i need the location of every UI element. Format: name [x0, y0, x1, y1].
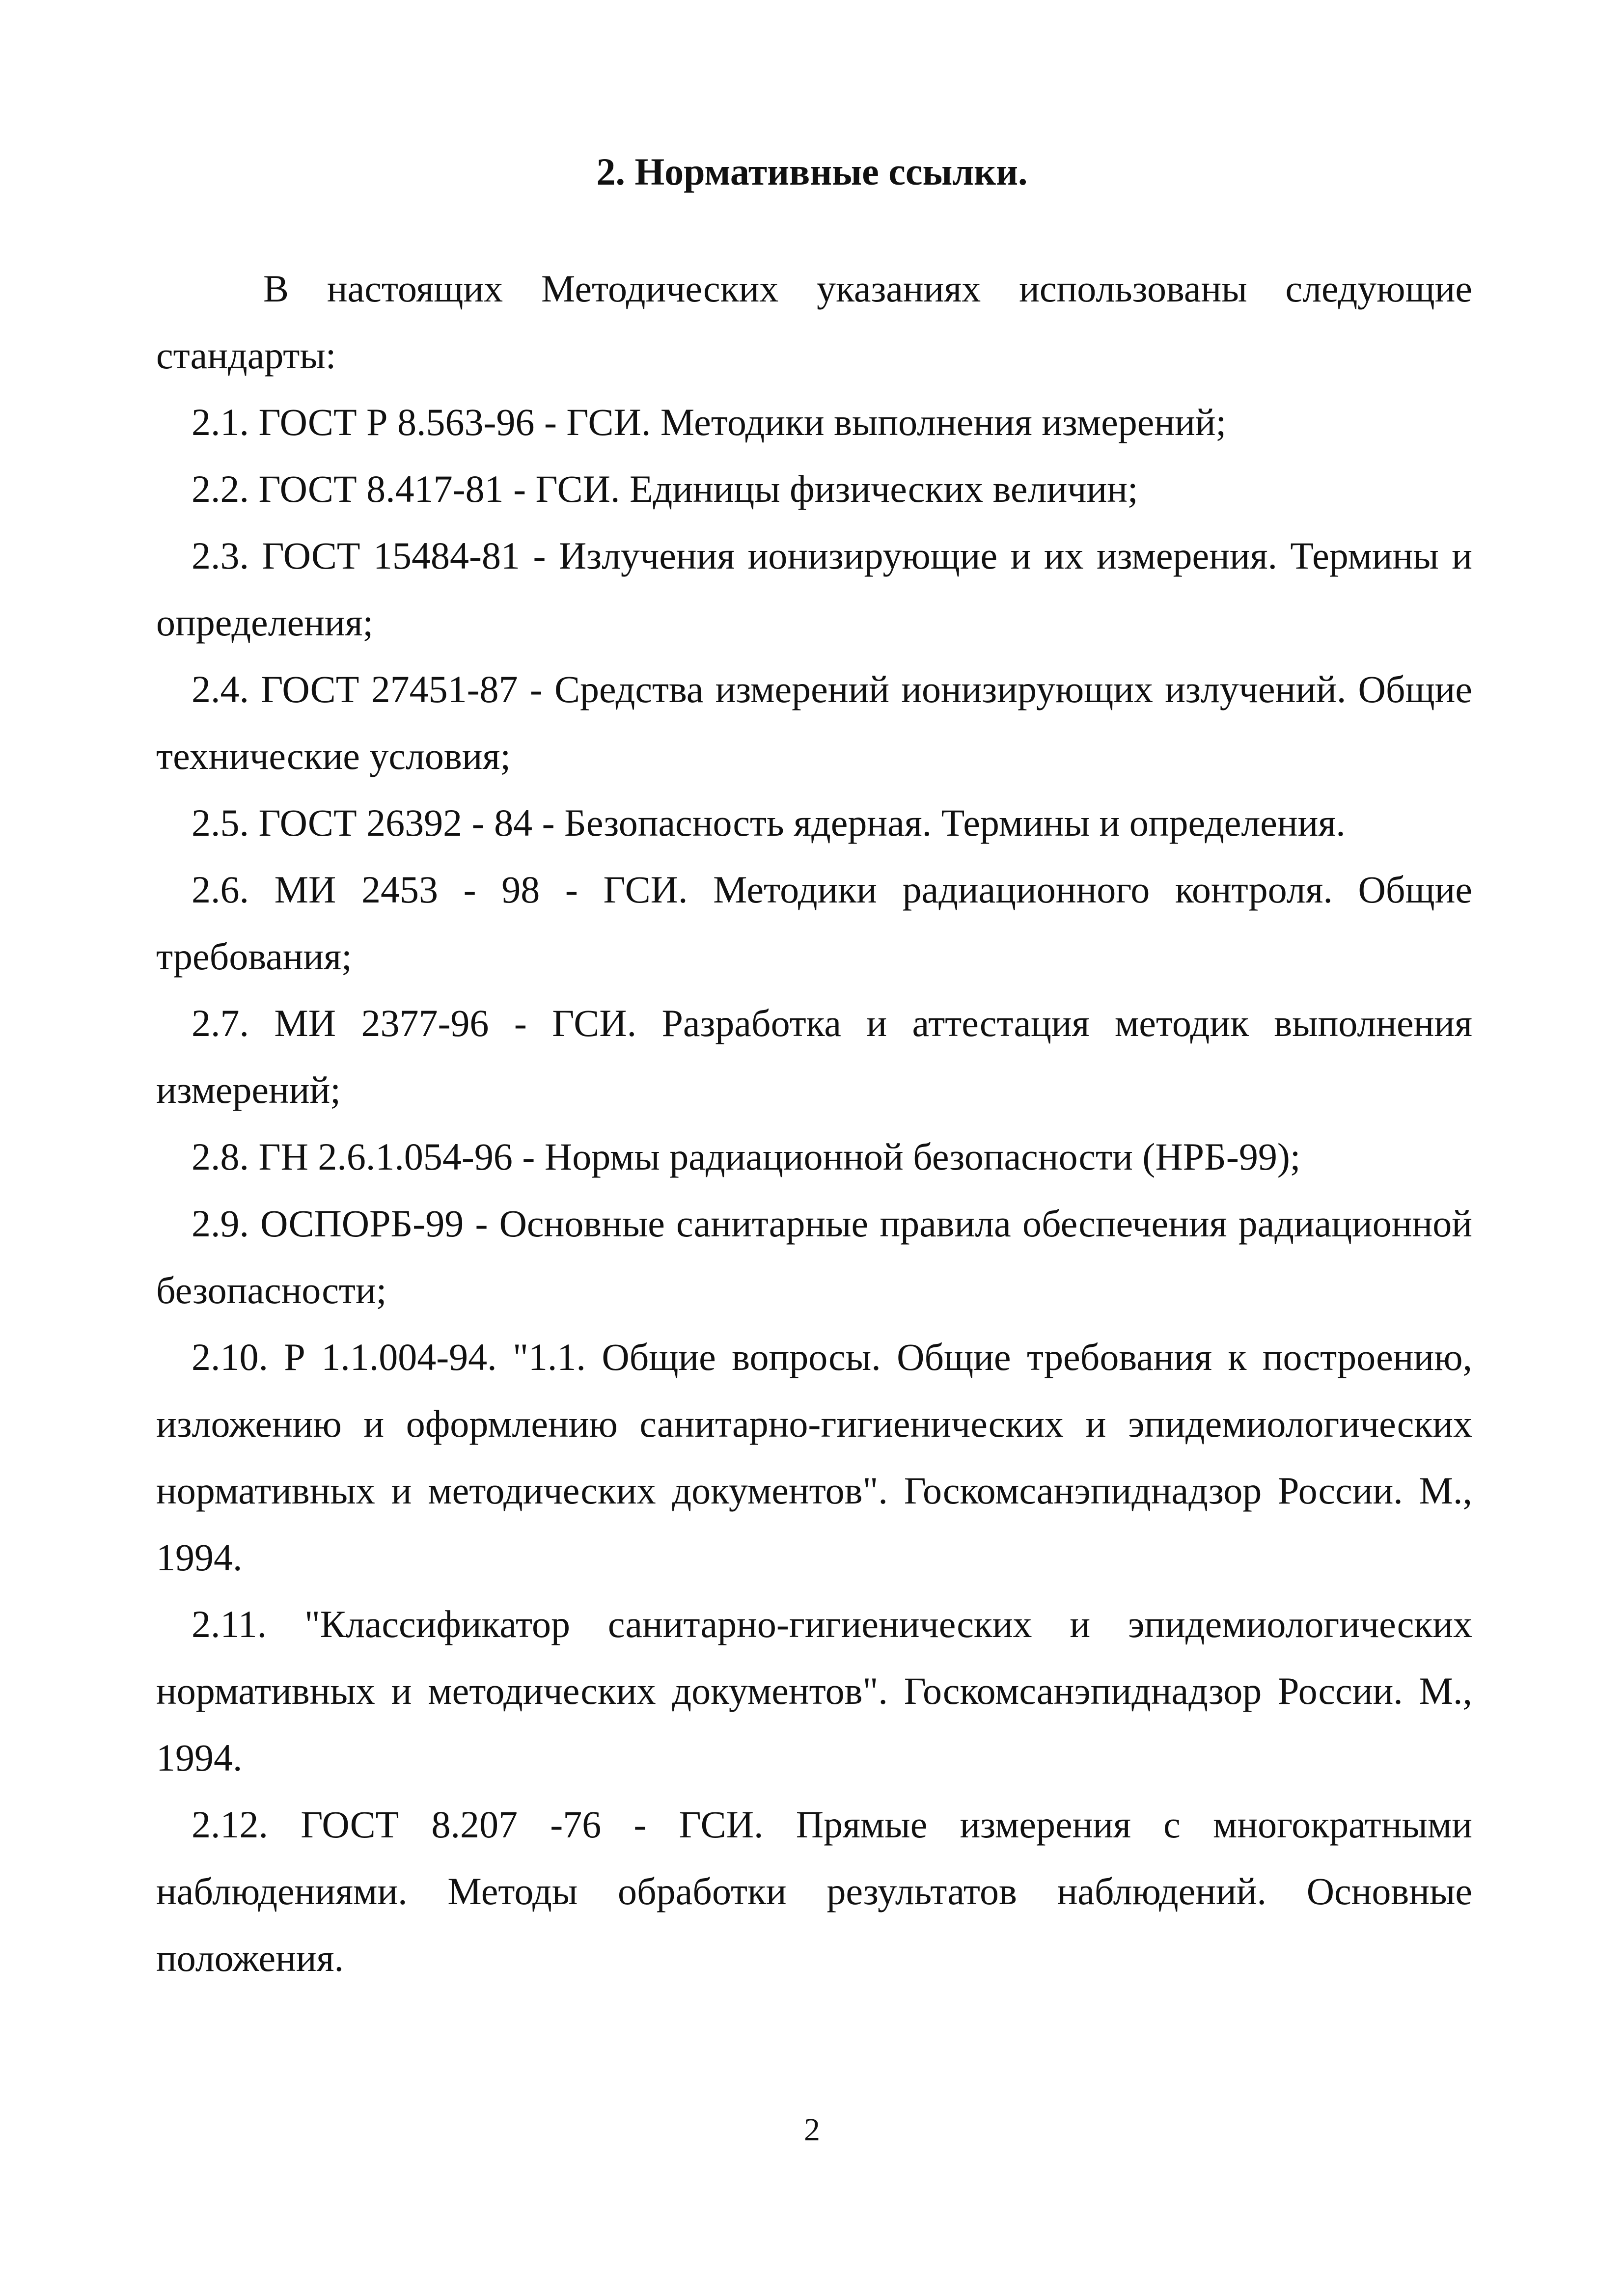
section-body — [156, 255, 1472, 1992]
reference-item-2-2: 2.2. ГОСТ 8.417-81 - ГСИ. Единицы физических величин; — [192, 467, 1138, 510]
reference-item-2-5: 2.5. ГОСТ 26392 - 84 - Безопасность ядерная. Термины и определения. — [192, 801, 1346, 844]
reference-item-2-4: 2.4. ГОСТ 27451-87 - Средства измерений ионизирующих излучений. Общие технические условия; — [156, 668, 1472, 777]
page-number: 2 — [804, 2112, 820, 2148]
reference-item-2-11: 2.11. "Классификатор санитарно-гигиенических и эпидемиологических нормативных и методических документов". Госкомсанэпиднадзор России. М., 1994. — [156, 1603, 1472, 1779]
reference-item-2-7: 2.7. МИ 2377-96 - ГСИ. Разработка и аттестация методик выполнения измерений; — [156, 1002, 1472, 1111]
reference-item-2-12: 2.12. ГОСТ 8.207 -76 - ГСИ. Прямые измерения с многократными наблюдениями. Методы обработки результатов наблюдений. Основные положения. — [156, 1803, 1472, 1979]
reference-item-2-6: 2.6. МИ 2453 - 98 - ГСИ. Методики радиационного контроля. Общие требования; — [156, 868, 1472, 978]
reference-item-2-10: 2.10. Р 1.1.004-94. "1.1. Общие вопросы. Общие требования к построению, изложению и оформлению санитарно-гигиенических и эпидемиологических нормативных и методических документов". Госкомсанэпиднадзор России. М., 1994. — [156, 1336, 1472, 1579]
section-heading: 2. Нормативные ссылки. — [596, 150, 1028, 193]
reference-item-2-9: 2.9. ОСПОРБ-99 - Основные санитарные правила обеспечения радиационной безопасности; — [156, 1202, 1472, 1312]
reference-item-2-8: 2.8. ГН 2.6.1.054-96 - Нормы радиационной безопасности (НРБ-99); — [192, 1135, 1301, 1178]
reference-item-2-3: 2.3. ГОСТ 15484-81 - Излучения ионизирующие и их измерения. Термины и определения; — [156, 534, 1472, 644]
reference-item-2-1: 2.1. ГОСТ Р 8.563-96 - ГСИ. Методики выполнения измерений; — [192, 401, 1227, 443]
intro-paragraph: В настоящих Методических указаниях использованы следующие стандарты: — [156, 267, 1472, 377]
